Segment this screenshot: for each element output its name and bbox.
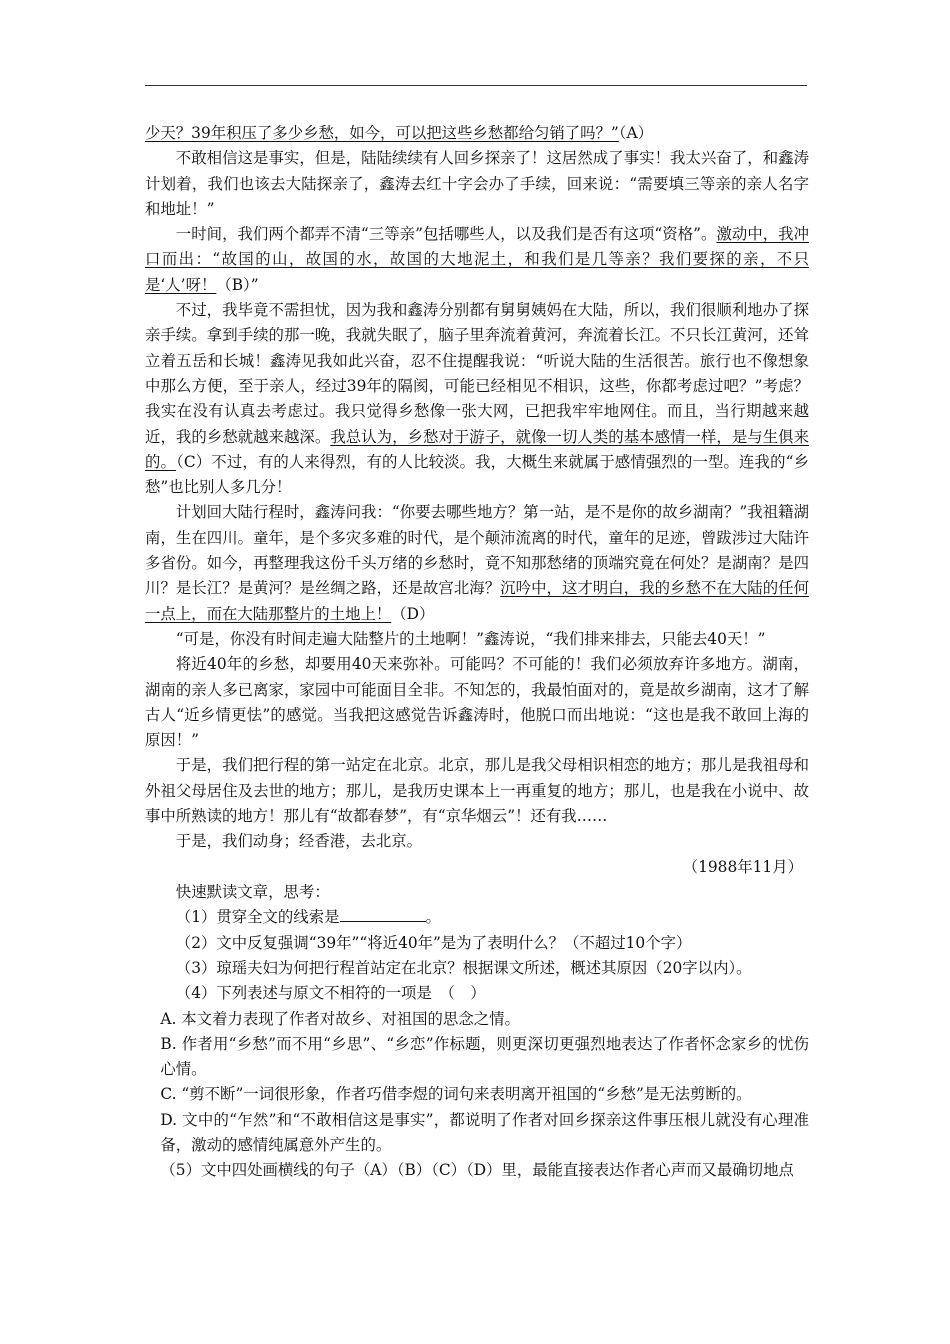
question-4: （4）下列表述与原文不相符的一项是 （ ）: [175, 984, 486, 1003]
paragraph-4-text: 计划回大陆行程时，鑫涛问我：“你要去哪些地方？第一站，是不是你的故乡湖南？”我祖籍湖南，生在四川。童年，是个多灾多难的时代，是个颠沛流离的时代，童年的足迹，曾跋涉过大陆许多省份。如今，再整理我这份千头万绪的乡愁时，竟不知那愁绪的顶端究竟在何处？是湖南？是四川？是长江？是黄河？是丝绸之路，还是故宫北海？: [145, 503, 809, 598]
question-1-end: 。: [425, 908, 441, 927]
option-c: C. “剪不断”一词很形象，作者巧借李煜的词句来表明离开祖国的“乡愁”是无法剪断的。: [160, 1085, 752, 1104]
marker-d: （D）: [391, 604, 435, 623]
underlined-sentence-c: 我总认为，乡愁对于游子，就像一切人类的基本感情一样，是与生俱来的。: [145, 427, 809, 471]
paragraph-4: [145, 500, 809, 626]
paragraph-0: [145, 121, 809, 146]
article-body: [145, 121, 809, 1184]
question-3: （3）琼瑶夫妇为何把行程首站定在北京？根据课文所述，概述其原因（20字以内）。: [175, 958, 752, 977]
option-b: B. 作者用“乡愁”而不用“乡思”、“乡恋”作标题，则更深切更强烈地表达了作者怀念家乡的忧伤心情。: [160, 1034, 809, 1079]
paragraph-6: 将近40年的乡愁，却要用40天来弥补。可能吗？不可能的！我们必须放弃许多地方。湖南，湖南的亲人多已离家，家园中可能面目全非。不知怎的，我最怕面对的，竟是故乡湖南，这才了解古人“近乡情更怯”的感觉。当我把这感觉告诉鑫涛时，他脱口而出地说：“这也是我不敢回上海的原因！”: [145, 655, 809, 750]
underlined-sentence-b: 激动中，我冲口而出：“故国的山，故国的水，故国的大地泥土，和我们是几等亲？我们要探的亲，不只是‘人’呀！: [145, 225, 809, 294]
paragraph-2: [145, 222, 809, 298]
question-1: [145, 905, 809, 930]
questions-intro: 快速默读文章，思考：: [175, 882, 330, 901]
option-d: D. 文中的“乍然”和“不敢相信这是事实”，都说明了作者对回乡探亲这件事压根儿就没有心理准备，激动的感情纯属意外产生的。: [160, 1110, 809, 1155]
question-1-text: （1）贯穿全文的线索是: [175, 908, 340, 927]
article-date: （1988年11月）: [682, 857, 803, 876]
header-rule: [145, 85, 807, 86]
marker-b: （B）”: [216, 275, 259, 294]
paragraph-7: 于是，我们把行程的第一站定在北京。北京，那儿是我父母相识相恋的地方；那儿是我祖母和外祖父母居住及去世的地方；那儿，是我历史课本上一再重复的地方；那儿，也是我在小说中、故事中所熟读的地方！那儿有“故都春梦”，有“京华烟云”！还有我……: [145, 756, 809, 826]
paragraph-5: “可是，你没有时间走遍大陆整片的土地啊！”鑫涛说，“我们排来排去，只能去40天！”: [175, 629, 766, 648]
marker-a: （A）: [618, 124, 653, 142]
underlined-sentence-d: 沉吟中，这才明白，我的乡愁不在大陆的任何一点上，而在大陆那整片的土地上！: [145, 579, 809, 623]
underlined-sentence-a: 少天？39年积压了多少乡愁，如今，可以把这些乡愁都给匀销了吗？”: [145, 124, 619, 142]
question-5: （5）文中四处画横线的句子（A）（B）（C）（D）里，最能直接表达作者心声而又最确切地点: [160, 1161, 794, 1180]
answer-blank: [340, 905, 426, 922]
paragraph-1: 不敢相信这是事实，但是，陆陆续续有人回乡探亲了！这居然成了事实！我太兴奋了，和鑫涛计划着，我们也该去大陆探亲了，鑫涛去红十字会办了手续，回来说：“需要填三等亲的亲人名字和地址！”: [145, 149, 809, 218]
question-2: （2）文中反复强调“39年”“将近40年”是为了表明什么？（不超过10个字）: [175, 933, 692, 952]
paragraph-3: [145, 298, 809, 500]
marker-c: （C）不过，有的人来得烈，有的人比较淡。我，大概生来就属于感情强烈的一型。连我的“乡愁”也比别人多几分！: [145, 452, 809, 497]
paragraph-2-text: 一时间，我们两个都弄不清“三等亲”包括哪些人，以及我们是否有这项“资格”。: [175, 225, 717, 244]
paragraph-3-text: 不过，我毕竟不需担忧，因为我和鑫涛分别都有舅舅姨妈在大陆，所以，我们很顺利地办了探亲手续。拿到手续的那一晚，我就失眠了，脑子里奔流着黄河，奔流着长江。不只长江黄河，还耸立着五岳和长城！鑫涛见我如此兴奋，忍不住提醒我说：“听说大陆的生活很苦。旅行也不像想象中那么方便，至于亲人，经过39年的隔阂，可能已经相见不相识，这些，你都考虑过吧？”考虑？我实在没有认真去考虑过。我只觉得乡愁像一张大网，已把我牢牢地网住。而且，当行期越来越近，我的乡愁就越来越深。: [145, 301, 809, 446]
option-a: A. 本文着力表现了作者对故乡、对祖国的思念之情。: [160, 1009, 520, 1028]
paragraph-8: 于是，我们动身；经香港，去北京。: [175, 832, 423, 851]
